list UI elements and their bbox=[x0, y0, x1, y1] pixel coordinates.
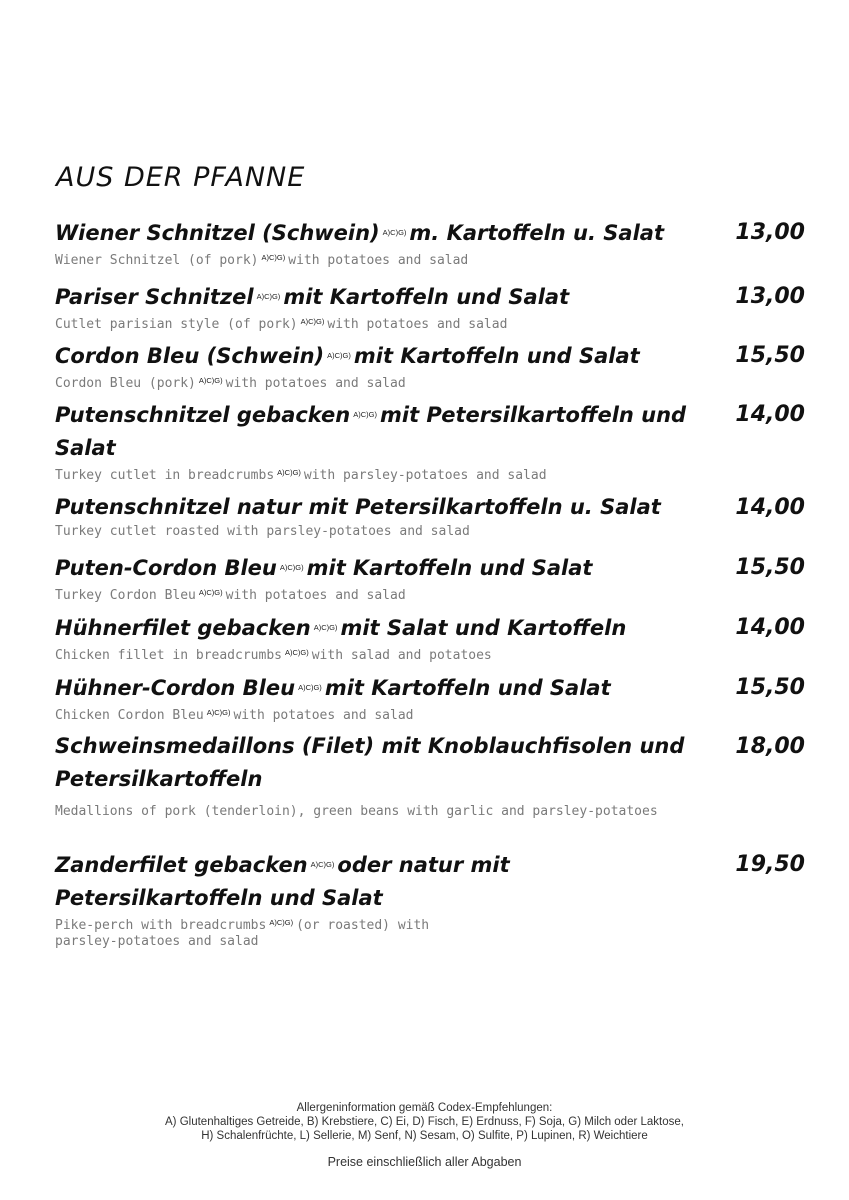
dish-price: 19,50 bbox=[735, 852, 805, 877]
allergen-legend-title: Allergeninformation gemäß Codex-Empfehlungen: bbox=[296, 1102, 553, 1114]
allergen-legend-line: A) Glutenhaltiges Getreide, B) Krebstiere, C) Ei, D) Fisch, E) Erdnuss, F) Soja, G) Milch oder Laktose, bbox=[165, 1116, 684, 1128]
dish-translation: Cutlet parisian style (of pork) $^{A)C)G)}$ with potatoes and salad bbox=[55, 317, 508, 332]
dish-translation: Turkey Cordon Bleu $^{A)C)G)}$ with potatoes and salad bbox=[55, 588, 406, 603]
menu-item bbox=[55, 216, 845, 269]
menu-item bbox=[55, 671, 845, 724]
menu-item bbox=[55, 611, 845, 664]
allergen-codes: A)C)G) bbox=[382, 228, 407, 237]
dish-price: 15,50 bbox=[735, 555, 805, 580]
dish-title: Hühner-Cordon Bleu $^{A)C)G)}$ mit Kartoffeln und Salat bbox=[55, 676, 611, 700]
dish-translation: Chicken fillet in breadcrumbs $^{A)C)G)}$ with salad and potatoes bbox=[55, 648, 492, 663]
dish-title: Zanderfilet gebacken $^{A)C)G)}$ oder natur mit Petersilkartoffeln und Salat bbox=[55, 853, 510, 910]
dish-price: 13,00 bbox=[735, 220, 805, 245]
allergen-codes: A)C)G) bbox=[313, 623, 338, 632]
prices-note: Preise einschließlich aller Abgaben bbox=[327, 1155, 522, 1169]
dish-price: 15,50 bbox=[735, 675, 805, 700]
allergen-legend-line: H) Schalenfrüchte, L) Sellerie, M) Senf, N) Sesam, O) Sulfite, P) Lupinen, R) Weichtiere bbox=[201, 1130, 648, 1142]
dish-translation: Turkey cutlet in breadcrumbs $^{A)C)G)}$ with parsley-potatoes and salad bbox=[55, 468, 547, 483]
allergen-legend bbox=[0, 1101, 849, 1143]
dish-title: Wiener Schnitzel (Schwein) $^{A)C)G)}$ m. Kartoffeln u. Salat bbox=[55, 221, 664, 245]
dish-price: 13,00 bbox=[735, 284, 805, 309]
section-title: AUS DER PFANNE bbox=[56, 162, 306, 193]
dish-translation: Wiener Schnitzel (of pork) $^{A)C)G)}$ with potatoes and salad bbox=[55, 253, 469, 268]
dish-translation: Medallions of pork (tenderloin), green beans with garlic and parsley-potatoes bbox=[55, 804, 658, 819]
allergen-codes: A)C)G) bbox=[353, 410, 377, 419]
dish-translation: Cordon Bleu (pork) $^{A)C)G)}$ with potatoes and salad bbox=[55, 376, 406, 391]
dish-title: Schweinsmedaillons (Filet) mit Knoblauchfisolen und Petersilkartoffeln bbox=[55, 734, 685, 791]
menu-item bbox=[55, 491, 845, 540]
menu-item bbox=[55, 848, 845, 950]
dish-price: 14,00 bbox=[735, 615, 805, 640]
dish-price: 18,00 bbox=[735, 734, 805, 759]
menu-item bbox=[55, 551, 845, 604]
dish-price: 14,00 bbox=[735, 495, 805, 520]
allergen-codes: A)C)G) bbox=[256, 292, 281, 301]
dish-price: 15,50 bbox=[735, 343, 805, 368]
dish-translation: Turkey cutlet roasted with parsley-potatoes and salad bbox=[55, 524, 470, 539]
dish-title: Hühnerfilet gebacken $^{A)C)G)}$ mit Salat und Kartoffeln bbox=[55, 616, 627, 640]
menu-item bbox=[55, 730, 845, 820]
menu-item bbox=[55, 280, 845, 333]
dish-title: Cordon Bleu (Schwein) $^{A)C)G)}$ mit Kartoffeln und Salat bbox=[55, 344, 640, 368]
dish-title: Pariser Schnitzel $^{A)C)G)}$ mit Kartoffeln und Salat bbox=[55, 285, 570, 309]
allergen-codes: A)C)G) bbox=[327, 351, 351, 360]
dish-title: Putenschnitzel natur mit Petersilkartoffeln u. Salat bbox=[55, 495, 661, 519]
menu-item bbox=[55, 398, 845, 484]
allergen-codes: A)C)G) bbox=[310, 860, 335, 869]
dish-translation: Pike-perch with breadcrumbs $^{A)C)G)}$ (or roasted) with parsley-potatoes and salad bbox=[55, 918, 430, 949]
allergen-codes: A)C)G) bbox=[298, 683, 322, 692]
menu-item bbox=[55, 339, 845, 392]
dish-title: Putenschnitzel gebacken $^{A)C)G)}$ mit Petersilkartoffeln und Salat bbox=[55, 403, 687, 460]
dish-price: 14,00 bbox=[735, 402, 805, 427]
allergen-codes: A)C)G) bbox=[279, 563, 304, 572]
dish-translation: Chicken Cordon Bleu $^{A)C)G)}$ with potatoes and salad bbox=[55, 708, 414, 723]
dish-title: Puten-Cordon Bleu $^{A)C)G)}$ mit Kartoffeln und Salat bbox=[55, 556, 593, 580]
